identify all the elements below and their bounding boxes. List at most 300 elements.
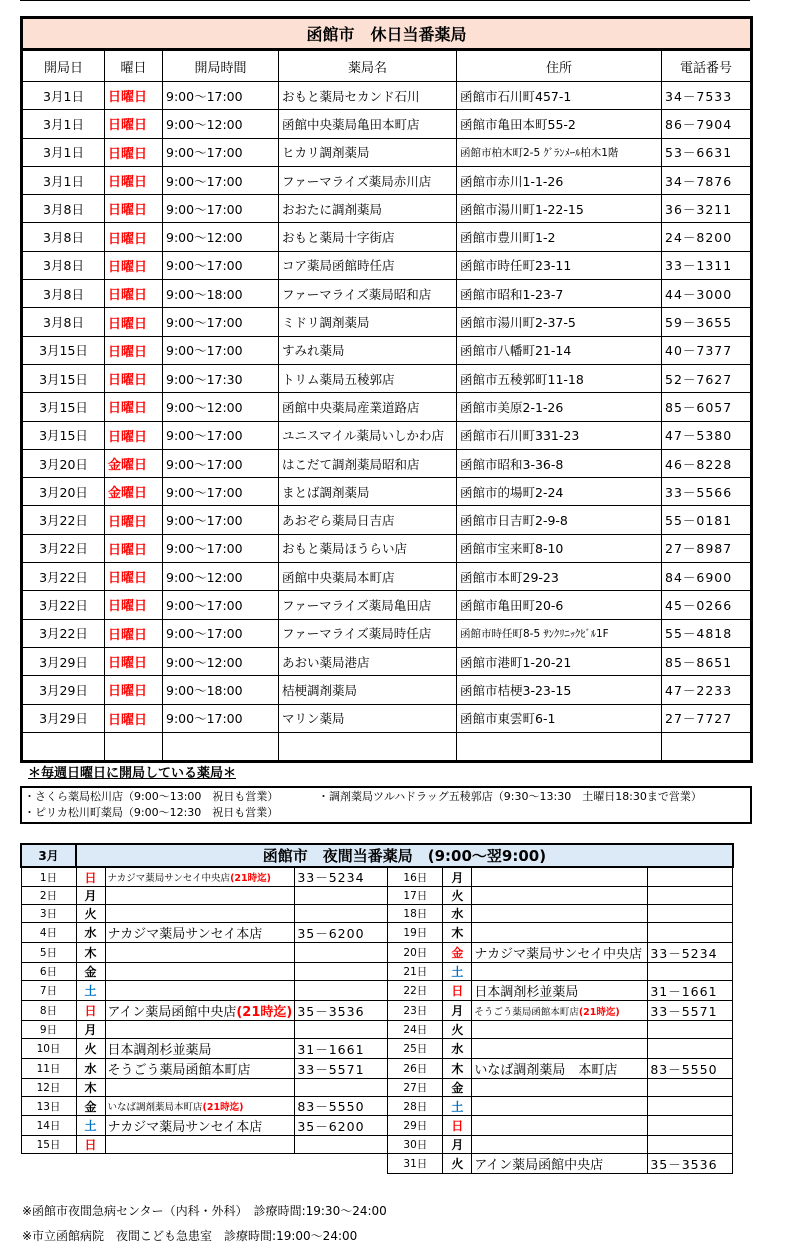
table-row [21, 867, 733, 887]
night-weekday: 金 [76, 1097, 105, 1116]
night-pharmacy-name [105, 867, 295, 887]
phone-number: 27－7727 [662, 704, 752, 732]
table-row [22, 704, 752, 732]
empty-cell [105, 1154, 295, 1174]
table-row [22, 506, 752, 534]
weekday: 日曜日 [105, 336, 163, 364]
holiday-header-row [22, 50, 752, 82]
phone-number: 47－5380 [662, 421, 752, 449]
open-date: 3月8日 [22, 195, 105, 223]
night-phone: 31－1661 [648, 981, 733, 1001]
night-pharmacy-name [472, 1097, 648, 1116]
night-phone [295, 905, 388, 923]
night-phone: 83－5550 [648, 1059, 733, 1079]
phone-number: 46－8228 [662, 449, 752, 477]
table-row [22, 393, 752, 421]
table-row [22, 280, 752, 308]
holiday-pharmacy-table [20, 16, 753, 763]
header-pharmacy-name: 薬局名 [279, 50, 457, 82]
night-weekday: 月 [443, 1001, 472, 1021]
night-pharmacy-name [105, 1039, 295, 1059]
night-day: 14日 [21, 1116, 76, 1136]
night-pharmacy-name [105, 1059, 295, 1079]
night-day: 8日 [21, 1001, 76, 1021]
holiday-table-body [22, 82, 752, 762]
closing-time-note: (21時迄) [230, 873, 271, 884]
pharmacy-name [279, 732, 457, 761]
opening-hours: 9:00～12:00 [163, 110, 279, 138]
address: 函館市柏木町2-5 ｸﾞﾗﾝﾒｰﾙ柏木1階 [457, 138, 662, 166]
pharmacy-name: おおたに調剤薬局 [279, 195, 457, 223]
address: 函館市湯川町1-22-15 [457, 195, 662, 223]
night-phone [295, 887, 388, 905]
table-row [21, 1097, 733, 1116]
night-phone [295, 981, 388, 1001]
opening-hours: 9:00～17:00 [163, 506, 279, 534]
opening-hours: 9:00～12:00 [163, 393, 279, 421]
header-weekday: 曜日 [105, 50, 163, 82]
table-row [21, 943, 733, 963]
phone-number: 27－8987 [662, 534, 752, 562]
night-weekday: 木 [76, 943, 105, 963]
table-row [22, 534, 752, 562]
night-phone [648, 1097, 733, 1116]
weekday: 日曜日 [105, 591, 163, 619]
opening-hours: 9:00～17:00 [163, 619, 279, 647]
night-day: 9日 [21, 1021, 76, 1039]
pharmacy-name: ファーマライズ薬局亀田店 [279, 591, 457, 619]
holiday-table-title: 函館市 休日当番薬局 [22, 18, 752, 50]
opening-hours: 9:00～17:00 [163, 195, 279, 223]
night-day: 25日 [388, 1039, 443, 1059]
pharmacy-name: はこだて調剤薬局昭和店 [279, 449, 457, 477]
weekday: 日曜日 [105, 166, 163, 194]
night-weekday: 木 [76, 1079, 105, 1097]
night-pharmacy-label: ナカジマ薬局サンセイ本店 [107, 1120, 263, 1135]
night-pharmacy-label: ナカジマ薬局サンセイ中央店 [474, 947, 643, 962]
night-weekday: 火 [443, 1154, 472, 1174]
night-pharmacy-name [472, 1116, 648, 1136]
night-phone [295, 1079, 388, 1097]
night-weekday: 金 [443, 943, 472, 963]
night-pharmacy-name [105, 1097, 295, 1116]
open-date: 3月15日 [22, 364, 105, 392]
opening-hours: 9:00～12:00 [163, 563, 279, 591]
address: 函館市宝来町8-10 [457, 534, 662, 562]
table-row [21, 963, 733, 981]
night-day: 3日 [21, 905, 76, 923]
weekly-sunday-heading: ＊毎週日曜日に開局している薬局＊ [28, 766, 237, 781]
opening-hours [163, 732, 279, 761]
address: 函館市東雲町6-1 [457, 704, 662, 732]
table-row [22, 336, 752, 364]
opening-hours: 9:00～17:00 [163, 534, 279, 562]
phone-number: 84－6900 [662, 563, 752, 591]
address: 函館市日吉町2-9-8 [457, 506, 662, 534]
open-date: 3月29日 [22, 676, 105, 704]
weekday: 日曜日 [105, 364, 163, 392]
opening-hours: 9:00～17:00 [163, 421, 279, 449]
table-row [21, 981, 733, 1001]
address: 函館市亀田本町55-2 [457, 110, 662, 138]
table-row [22, 591, 752, 619]
open-date: 3月1日 [22, 110, 105, 138]
table-row [22, 195, 752, 223]
night-pharmacy-name [105, 1001, 295, 1021]
opening-hours: 9:00～17:00 [163, 336, 279, 364]
closing-time-note: (21時迄) [236, 1005, 293, 1020]
phone-number: 52－7627 [662, 364, 752, 392]
pharmacy-name: ファーマライズ薬局赤川店 [279, 166, 457, 194]
night-phone: 35－3536 [295, 1001, 388, 1021]
opening-hours: 9:00～17:00 [163, 251, 279, 279]
phone-number: 33－1311 [662, 251, 752, 279]
night-weekday: 火 [76, 1039, 105, 1059]
open-date: 3月22日 [22, 506, 105, 534]
night-pharmacy-label: そうごう薬局函館本町店 [107, 1063, 251, 1078]
night-phone [648, 887, 733, 905]
night-pharmacy-label: 日本調剤杉並薬局 [107, 1043, 212, 1058]
opening-hours: 9:00～17:00 [163, 166, 279, 194]
night-pharmacy-name [472, 1079, 648, 1097]
weekday: 日曜日 [105, 308, 163, 336]
pharmacy-name: ファーマライズ薬局時任店 [279, 619, 457, 647]
table-row [22, 732, 752, 761]
night-weekday: 火 [443, 887, 472, 905]
night-phone [648, 963, 733, 981]
pharmacy-name: おもと薬局十字街店 [279, 223, 457, 251]
opening-hours: 9:00～18:00 [163, 280, 279, 308]
night-pharmacy-label: いなば調剤薬局 本町店 [474, 1063, 618, 1078]
header-address: 住所 [457, 50, 662, 82]
night-weekday: 木 [443, 1059, 472, 1079]
table-row [21, 923, 733, 943]
sunday-item: ・ピリカ松川町薬局（9:00～12:30 祝日も営業） [24, 806, 279, 819]
weekday: 金曜日 [105, 478, 163, 506]
table-row [22, 449, 752, 477]
table-row [21, 1154, 733, 1174]
night-day: 23日 [388, 1001, 443, 1021]
night-weekday: 月 [443, 1136, 472, 1154]
open-date: 3月22日 [22, 619, 105, 647]
open-date: 3月15日 [22, 393, 105, 421]
night-weekday: 水 [443, 905, 472, 923]
phone-number: 47－2233 [662, 676, 752, 704]
night-weekday: 金 [76, 963, 105, 981]
night-weekday: 月 [443, 867, 472, 887]
night-pharmacy-name [105, 963, 295, 981]
opening-hours: 9:00～17:00 [163, 308, 279, 336]
pharmacy-name: トリム薬局五稜郭店 [279, 364, 457, 392]
empty-cell [295, 1154, 388, 1174]
night-pharmacy-label: ナカジマ薬局サンセイ本店 [107, 927, 263, 942]
address: 函館市時任町8-5 ｻﾝｸﾘﾆｯｸﾋﾞﾙ1F [457, 619, 662, 647]
table-row [22, 223, 752, 251]
weekday: 日曜日 [105, 704, 163, 732]
night-pharmacy-label: アイン薬局函館中央店 [474, 1158, 604, 1173]
address: 函館市石川町331-23 [457, 421, 662, 449]
open-date: 3月1日 [22, 82, 105, 110]
open-date: 3月8日 [22, 251, 105, 279]
night-weekday: 水 [76, 1059, 105, 1079]
weekday: 金曜日 [105, 449, 163, 477]
address: 函館市赤川1-1-26 [457, 166, 662, 194]
night-pharmacy-name [105, 943, 295, 963]
night-day: 17日 [388, 887, 443, 905]
weekday: 日曜日 [105, 82, 163, 110]
empty-cell [21, 1154, 76, 1174]
pharmacy-name: ヒカリ調剤薬局 [279, 138, 457, 166]
pharmacy-name: 函館中央薬局産業道路店 [279, 393, 457, 421]
night-pharmacy-name [472, 963, 648, 981]
night-day: 7日 [21, 981, 76, 1001]
night-day: 1日 [21, 867, 76, 887]
opening-hours: 9:00～17:00 [163, 449, 279, 477]
table-row [22, 676, 752, 704]
night-day: 26日 [388, 1059, 443, 1079]
night-weekday: 日 [443, 981, 472, 1001]
night-pharmacy-label: アイン薬局函館中央店 [107, 1005, 237, 1020]
open-date: 3月1日 [22, 166, 105, 194]
table-row [22, 166, 752, 194]
night-pharmacy-label: ナカジマ薬局サンセイ中央店 [107, 873, 231, 884]
table-row [21, 1059, 733, 1079]
table-row [21, 1021, 733, 1039]
night-pharmacy-name [105, 923, 295, 943]
night-day: 31日 [388, 1154, 443, 1174]
night-phone [295, 1021, 388, 1039]
weekday: 日曜日 [105, 619, 163, 647]
weekday: 日曜日 [105, 138, 163, 166]
sunday-item: ・さくら薬局松川店（9:00～13:00 祝日も営業） [24, 790, 279, 803]
table-row [22, 308, 752, 336]
pharmacy-name: すみれ薬局 [279, 336, 457, 364]
night-phone [648, 1079, 733, 1097]
night-day: 20日 [388, 943, 443, 963]
night-weekday: 日 [76, 867, 105, 887]
night-pharmacy-name [472, 981, 648, 1001]
night-phone [648, 923, 733, 943]
footer-note: ※市立函館病院 夜間こども急患室 診療時間:19:00～24:00 [22, 1229, 358, 1243]
weekday: 日曜日 [105, 280, 163, 308]
table-row [22, 110, 752, 138]
night-phone: 83－5550 [295, 1097, 388, 1116]
table-row [21, 1079, 733, 1097]
night-month: 3月 [21, 844, 76, 867]
night-pharmacy-name [105, 905, 295, 923]
opening-hours: 9:00～17:00 [163, 478, 279, 506]
night-day: 24日 [388, 1021, 443, 1039]
pharmacy-name: 桔梗調剤薬局 [279, 676, 457, 704]
night-phone [648, 867, 733, 887]
night-weekday: 水 [76, 923, 105, 943]
night-pharmacy-name [472, 943, 648, 963]
pharmacy-name: マリン薬局 [279, 704, 457, 732]
night-pharmacy-name [472, 1154, 648, 1174]
night-day: 13日 [21, 1097, 76, 1116]
table-row [22, 138, 752, 166]
opening-hours: 9:00～18:00 [163, 676, 279, 704]
pharmacy-name: おもと薬局セカンド石川 [279, 82, 457, 110]
night-phone: 35－3536 [648, 1154, 733, 1174]
night-pharmacy-name [472, 1039, 648, 1059]
address [457, 732, 662, 761]
night-weekday: 土 [76, 981, 105, 1001]
night-weekday: 土 [76, 1116, 105, 1136]
night-table-title: 函館市 夜間当番薬局 (9:00～翌9:00) [76, 844, 733, 867]
night-weekday: 日 [443, 1116, 472, 1136]
night-weekday: 土 [443, 963, 472, 981]
empty-cell [76, 1154, 105, 1174]
night-phone: 33－5571 [295, 1059, 388, 1079]
address: 函館市亀田町20-6 [457, 591, 662, 619]
phone-number: 45－0266 [662, 591, 752, 619]
top-rule [20, 0, 750, 1]
header-phone: 電話番号 [662, 50, 752, 82]
night-pharmacy-name [472, 867, 648, 887]
address: 函館市八幡町21-14 [457, 336, 662, 364]
night-pharmacy-name [105, 887, 295, 905]
table-row [22, 82, 752, 110]
night-phone: 31－1661 [295, 1039, 388, 1059]
address: 函館市港町1-20-21 [457, 647, 662, 675]
open-date: 3月8日 [22, 223, 105, 251]
open-date: 3月1日 [22, 138, 105, 166]
weekday: 日曜日 [105, 563, 163, 591]
weekday: 日曜日 [105, 195, 163, 223]
address: 函館市豊川町1-2 [457, 223, 662, 251]
weekday: 日曜日 [105, 251, 163, 279]
phone-number: 36－3211 [662, 195, 752, 223]
weekly-sunday-list [20, 786, 752, 824]
night-pharmacy-name [472, 923, 648, 943]
opening-hours: 9:00～12:00 [163, 647, 279, 675]
table-row [21, 887, 733, 905]
night-pharmacy-name [105, 1021, 295, 1039]
night-day: 15日 [21, 1136, 76, 1154]
closing-time-note: (21時迄) [202, 1102, 244, 1113]
address: 函館市的場町2-24 [457, 478, 662, 506]
table-row [22, 421, 752, 449]
weekday: 日曜日 [105, 110, 163, 138]
night-phone [295, 943, 388, 963]
table-row [22, 647, 752, 675]
phone-number: 34－7533 [662, 82, 752, 110]
table-row [22, 251, 752, 279]
pharmacy-name: あおぞら薬局日吉店 [279, 506, 457, 534]
night-day: 11日 [21, 1059, 76, 1079]
night-weekday: 月 [76, 1021, 105, 1039]
pharmacy-name: 函館中央薬局本町店 [279, 563, 457, 591]
open-date: 3月8日 [22, 308, 105, 336]
weekday: 日曜日 [105, 223, 163, 251]
address: 函館市石川町457-1 [457, 82, 662, 110]
night-phone [648, 905, 733, 923]
night-pharmacy-label: 日本調剤杉並薬局 [474, 985, 579, 1000]
weekday: 日曜日 [105, 506, 163, 534]
night-phone [648, 1021, 733, 1039]
night-weekday: 日 [76, 1001, 105, 1021]
phone-number: 85－6057 [662, 393, 752, 421]
address: 函館市湯川町2-37-5 [457, 308, 662, 336]
phone-number: 53－6631 [662, 138, 752, 166]
night-phone [648, 1136, 733, 1154]
night-phone [648, 1039, 733, 1059]
night-weekday: 金 [443, 1079, 472, 1097]
weekday: 日曜日 [105, 676, 163, 704]
phone-number: 55－4818 [662, 619, 752, 647]
opening-hours: 9:00～17:00 [163, 591, 279, 619]
phone-number: 85－8651 [662, 647, 752, 675]
open-date: 3月15日 [22, 336, 105, 364]
open-date: 3月22日 [22, 534, 105, 562]
weekday: 日曜日 [105, 393, 163, 421]
sunday-item: ・調剤薬局ツルハドラッグ五稜郭店（9:30～13:30 土曜日18:30まで営業） [318, 790, 702, 803]
table-row [21, 1136, 733, 1154]
table-row [22, 563, 752, 591]
phone-number: 33－5566 [662, 478, 752, 506]
night-weekday: 木 [443, 923, 472, 943]
night-pharmacy-table [20, 843, 734, 1174]
weekday: 日曜日 [105, 421, 163, 449]
open-date: 3月29日 [22, 647, 105, 675]
phone-number: 59－3655 [662, 308, 752, 336]
pharmacy-name: あおい薬局港店 [279, 647, 457, 675]
pharmacy-name: おもと薬局ほうらい店 [279, 534, 457, 562]
open-date: 3月8日 [22, 280, 105, 308]
open-date: 3月15日 [22, 421, 105, 449]
night-pharmacy-name [105, 1116, 295, 1136]
night-day: 5日 [21, 943, 76, 963]
pharmacy-name: コア薬局函館時任店 [279, 251, 457, 279]
night-weekday: 水 [443, 1039, 472, 1059]
address: 函館市昭和1-23-7 [457, 280, 662, 308]
open-date [22, 732, 105, 761]
weekday: 日曜日 [105, 534, 163, 562]
night-weekday: 火 [443, 1021, 472, 1039]
closing-time-note: (21時迄) [578, 1006, 620, 1018]
night-day: 21日 [388, 963, 443, 981]
night-day: 22日 [388, 981, 443, 1001]
opening-hours: 9:00～17:00 [163, 82, 279, 110]
weekday [105, 732, 163, 761]
night-day: 29日 [388, 1116, 443, 1136]
night-pharmacy-name [105, 981, 295, 1001]
night-phone: 33－5234 [648, 943, 733, 963]
night-day: 28日 [388, 1097, 443, 1116]
header-hours: 開局時間 [163, 50, 279, 82]
night-pharmacy-name [105, 1079, 295, 1097]
opening-hours: 9:00～17:00 [163, 704, 279, 732]
night-day: 2日 [21, 887, 76, 905]
phone-number: 40－7377 [662, 336, 752, 364]
pharmacy-name: 函館中央薬局亀田本町店 [279, 110, 457, 138]
pharmacy-name: ミドリ調剤薬局 [279, 308, 457, 336]
pharmacy-name: ユニスマイル薬局いしかわ店 [279, 421, 457, 449]
night-day: 6日 [21, 963, 76, 981]
night-weekday: 火 [76, 905, 105, 923]
opening-hours: 9:00～17:30 [163, 364, 279, 392]
address: 函館市五稜郭町11-18 [457, 364, 662, 392]
table-row [22, 364, 752, 392]
header-date: 開局日 [22, 50, 105, 82]
night-day: 4日 [21, 923, 76, 943]
night-weekday: 日 [76, 1136, 105, 1154]
night-day: 19日 [388, 923, 443, 943]
table-row [21, 905, 733, 923]
table-row [21, 1001, 733, 1021]
table-row [22, 478, 752, 506]
